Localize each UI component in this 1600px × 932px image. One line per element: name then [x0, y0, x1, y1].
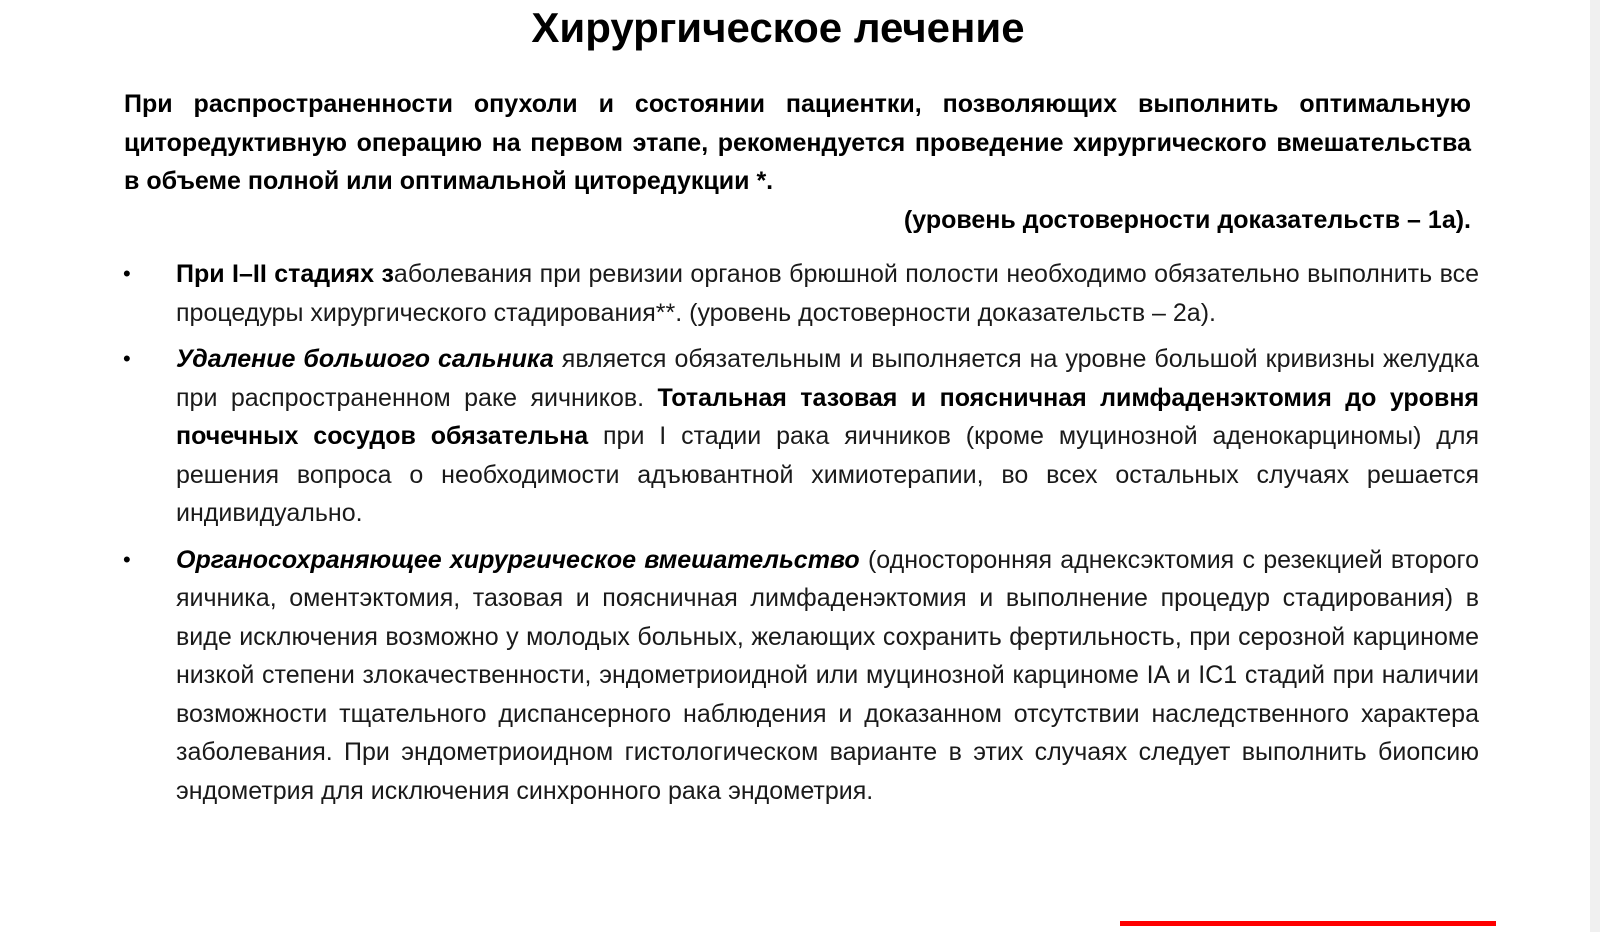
bullet-lead-bold-italic: Органосохраняющее хирургическое вмешательство — [176, 545, 860, 574]
bullet-item-omentectomy — [123, 340, 1480, 533]
intro-paragraph — [124, 85, 1471, 239]
bullet-text: (односторонняя аднексэктомия с резекцией второго яичника, оментэктомия, тазовая и поясничная лимфаденэктомия и выполнение процедур стадирования) в виде исключения возможно у молодых больных, желающих сохранить фертильность, при серозной карциноме низкой степени злокачественности, эндометриоидной или муцинозной карциноме IA и IC1 стадий при наличии возможности тщательного диспансерного наблюдения и доказанном отсутствии наследственного характера заболевания. При эндометриоидном гистологическом варианте в этих случаях следует выполнить биопсию эндометрия для исключения синхронного рака эндометрия. — [176, 545, 1480, 805]
bullet-text: является обязательным и выполняется на уровне большой кривизны желудка при распространенном раке яичников. — [176, 345, 1479, 412]
bullet-marker: • — [123, 346, 131, 371]
scrollbar-track[interactable] — [1590, 0, 1600, 932]
bullet-text: аболевания при ревизии органов брюшной полости необходимо обязательно выполнить все процедуры хирургического стадирования**. (уровень достоверности доказательств – 2а). — [176, 260, 1479, 327]
bullet-lead-bold-italic: Удаление большого сальника — [176, 345, 554, 373]
slide-title: Хирургическое лечение — [531, 4, 1025, 51]
bullet-bold-emphasis: Тотальная тазовая и поясничная лимфаденэктомия до уровня почечных сосудов обязательна — [176, 383, 1480, 450]
red-accent-line — [1120, 921, 1496, 926]
bullet-item-stages — [123, 255, 1479, 332]
bullet-marker: • — [123, 261, 131, 286]
bullet-list — [123, 255, 1480, 818]
bullet-text-continued: при I стадии рака яичников (кроме муцинозной аденокарциномы) для решения вопроса о необходимости адъювантной химиотерапии, во всех остальных случаях решается индивидуально. — [176, 422, 1480, 527]
intro-text: При распространенности опухоли и состоянии пациентки, позволяющих выполнить оптимальную циторедуктивную операцию на первом этапе, рекомендуется проведение хирургического вмешательства в объеме полной или оптимальной циторедукции *. — [124, 90, 1471, 195]
bullet-item-organ-sparing — [123, 541, 1480, 811]
intro-evidence-level: (уровень достоверности доказательств – 1а). — [903, 205, 1471, 234]
bullet-marker: • — [123, 546, 131, 572]
bullet-lead-bold: При I–II стадиях з — [176, 260, 394, 288]
